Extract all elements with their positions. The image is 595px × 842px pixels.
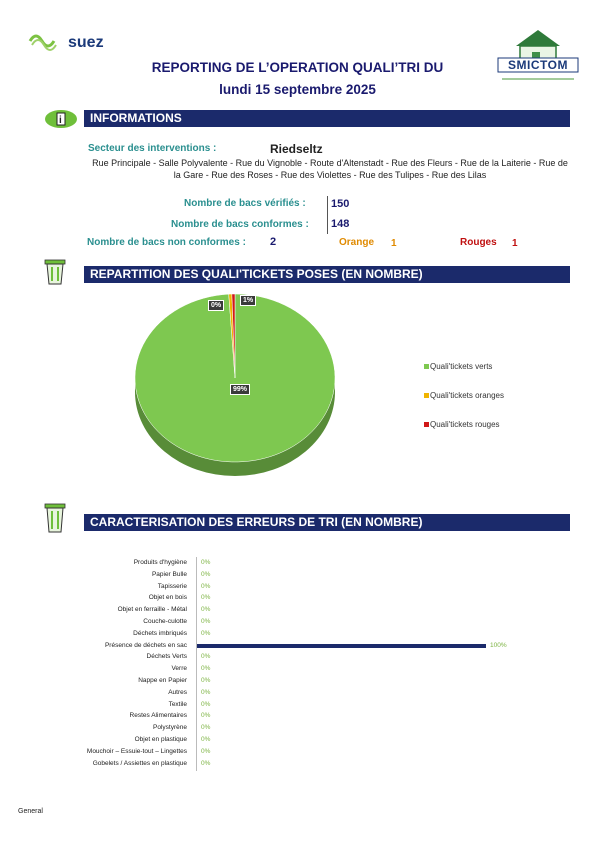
bar-category-label: Présence de déchets en sac xyxy=(104,641,187,649)
bar-value-label: 0% xyxy=(201,665,211,673)
compliant-value: 148 xyxy=(331,218,350,230)
bin-icon xyxy=(42,256,68,291)
bar-value-label: 0% xyxy=(201,582,211,590)
report-title-line2: lundi 15 septembre 2025 xyxy=(219,82,376,97)
report-title-line1: REPORTING DE L’OPERATION QUALI’TRI DU xyxy=(151,60,444,75)
orange-value: 1 xyxy=(391,238,397,249)
info-section-header: INFORMATIONS xyxy=(84,110,570,127)
orange-label: Orange xyxy=(339,237,375,248)
bar-category-label: Polystyrène xyxy=(153,724,187,732)
pie-label-orange: 0% xyxy=(208,300,224,311)
house-icon xyxy=(496,24,580,84)
info-divider xyxy=(327,196,328,234)
suez-logo-icon xyxy=(28,30,108,52)
smictom-logo-text: SMICTOM xyxy=(508,58,568,72)
bar-category-label: Restes Alimentaires xyxy=(129,712,187,720)
bar-value-label: 0% xyxy=(201,570,211,578)
red-value: 1 xyxy=(512,238,518,249)
pie-label-red: 1% xyxy=(240,295,256,306)
sector-label: Secteur des interventions : xyxy=(88,143,217,154)
bar-category-label: Déchets imbriqués xyxy=(133,629,187,637)
svg-text:i: i xyxy=(59,115,62,126)
bar-category-label: Déchets Verts xyxy=(146,653,187,661)
bar-value-label: 0% xyxy=(201,736,211,743)
bar-value-label: 0% xyxy=(201,606,211,614)
bar-category-label: Mouchoir – Essuie-tout – Lingettes xyxy=(86,747,187,755)
legend-green: Quali'tickets verts xyxy=(430,362,493,371)
noncompliant-label: Nombre de bacs non conformes : xyxy=(87,237,246,248)
legend-orange: Quali'tickets oranges xyxy=(430,391,505,400)
bar-value-label: 0% xyxy=(201,677,211,684)
legend-swatch-orange xyxy=(424,393,429,398)
bar-section-header: CARACTERISATION DES ERREURS DE TRI (EN NOMBRE) xyxy=(84,514,570,531)
bar-value-label: 100% xyxy=(490,641,507,649)
bar-value-label: 0% xyxy=(201,688,211,696)
bar-mark xyxy=(196,644,486,648)
smictom-logo xyxy=(496,24,580,84)
info-section-icon xyxy=(44,109,78,134)
bar-value-label: 0% xyxy=(201,759,211,767)
bar-category-label: Textile xyxy=(168,700,187,708)
bar-category-label: Objet en bois xyxy=(148,594,187,602)
suez-logo xyxy=(28,30,108,52)
pie-section-header: REPARTITION DES QUALI'TICKETS POSES (EN NOMBRE) xyxy=(84,266,570,283)
verified-value: 150 xyxy=(331,198,350,210)
bar-category-label: Tapisserie xyxy=(157,582,187,590)
bar-category-label: Couche-culotte xyxy=(143,618,187,625)
bar-value-label: 0% xyxy=(201,629,211,637)
bar-value-label: 0% xyxy=(201,653,211,661)
bar-category-label: Verre xyxy=(171,665,187,673)
suez-logo-text: suez xyxy=(68,34,104,51)
compliant-label: Nombre de bacs conformes : xyxy=(171,219,309,230)
legend-red: Quali'tickets rouges xyxy=(430,420,500,429)
bar-value-label: 0% xyxy=(201,712,211,720)
noncompliant-value: 2 xyxy=(270,236,277,248)
footer-text: General xyxy=(18,808,43,815)
streets-list: Rue Principale - Salle Polyvalente - Rue du Vignoble - Route d'Altenstadt - Rue des Fleurs - Rue de la Laiterie - Rue de la Gare - Rue des Roses - Rue des Violettes - Rue des Tulipes - Rue des Lilas xyxy=(92,158,568,180)
legend-swatch-red xyxy=(424,422,429,427)
bar-category-label: Nappe en Papier xyxy=(138,677,187,684)
bar-category-label: Papier Bulle xyxy=(151,570,187,578)
bar-value-label: 0% xyxy=(201,724,211,732)
pie-label-green: 99% xyxy=(230,384,250,395)
sector-value: Riedseltz xyxy=(270,142,323,156)
bar-category-label: Produits d'hygiène xyxy=(133,559,187,566)
bar-value-label: 0% xyxy=(201,700,211,708)
bar-axis xyxy=(196,557,197,771)
bar-value-label: 0% xyxy=(201,594,211,602)
bar-value-label: 0% xyxy=(201,747,211,755)
bin-icon-2 xyxy=(42,500,68,539)
bar-category-label: Autres xyxy=(168,688,187,696)
bar-category-label: Gobelets / Assiettes en plastique xyxy=(92,759,187,767)
bar-category-label: Objet en plastique xyxy=(134,736,187,743)
bar-category-label: Objet en ferraille - Métal xyxy=(117,606,187,614)
bar-value-label: 0% xyxy=(201,618,211,625)
red-label: Rouges xyxy=(460,237,497,248)
bar-value-label: 0% xyxy=(201,559,211,566)
verified-label: Nombre de bacs vérifiés : xyxy=(184,198,306,209)
legend-swatch-green xyxy=(424,364,429,369)
